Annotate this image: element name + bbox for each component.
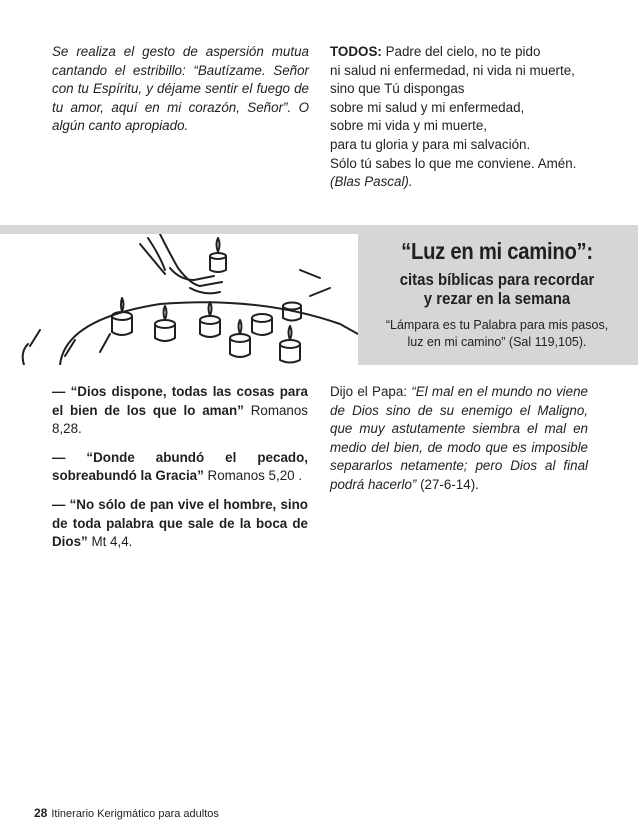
citation-item: [52, 383, 308, 439]
prayer-block: [330, 43, 590, 192]
citation-dash: —: [52, 496, 70, 512]
citation-ref: Romanos 8,28.: [52, 402, 309, 437]
prayer-line: sino que Tú dispongas: [330, 81, 465, 97]
section-quote: [362, 317, 632, 351]
prayer-line: sobre mi vida y mi muerte,: [330, 118, 488, 134]
prayer-source: (Blas Pascal).: [330, 174, 413, 190]
section-subtitle-line: y rezar en la semana: [423, 289, 571, 308]
prayer-line: sobre mi salud y mi enfermedad,: [330, 99, 525, 115]
citation-quote: “Donde abundó el pecado, sobreabundó la Gracia”: [52, 449, 308, 484]
section-quote-line: “Lámpara es tu Palabra para mis pasos,: [385, 318, 609, 332]
section-subtitle: [378, 270, 616, 308]
prayer-label: TODOS:: [330, 44, 382, 59]
citation-quote: “Dios dispone, todas las cosas para el bien de los que lo aman”: [52, 384, 308, 418]
citation-quote: “No sólo de pan vive el hombre, sino de toda palabra que sale de la boca de Dios”: [52, 496, 308, 550]
papa-date: (27-6-14).: [416, 476, 479, 492]
citation-item: [52, 496, 308, 552]
hand-lighting-candles-icon: [0, 234, 358, 365]
papa-quote: “El mal en el mundo no viene de Dios sino de su enemigo el Maligno, que muy astutamente siembra el mal en medio del bien, de modo que es imposible separarlos netamente; pero Dios al final podrá hacerlo”: [330, 384, 588, 492]
section-subtitle-line: citas bíblicas para recordar: [399, 270, 595, 289]
prayer-line: Padre del cielo, no te pido: [381, 44, 541, 59]
prayer-line: Sólo tú sabes lo que me conviene. Amén.: [330, 155, 577, 171]
page-number: 28: [34, 806, 48, 820]
citation-dash: —: [52, 449, 87, 465]
prayer-line: ni salud ni enfermedad, ni vida ni muerte,: [330, 62, 575, 78]
citation-ref: Romanos 5,20 .: [203, 468, 303, 484]
rubric-text: Se realiza el gesto de aspersión mutua cantando el estribillo: “Bautízame. Señor con tu Espíritu, y déjame sentir el fuego de tu amor, aquí en mi corazón, Señor”. O algún canto apropiado.: [52, 44, 309, 134]
citation-dash: —: [52, 384, 71, 399]
section-title: “Luz en mi camino”:: [401, 238, 593, 264]
prayer-line: para tu gloria y para mi salvación.: [330, 136, 531, 152]
citation-item: [52, 449, 308, 486]
citations-list: [52, 383, 308, 562]
candles-illustration: [0, 234, 358, 365]
section-quote-line: luz en mi camino” (Sal 119,105).: [407, 335, 587, 349]
papa-quote-block: [330, 383, 588, 495]
papa-intro: Dijo el Papa:: [330, 384, 412, 399]
prayer-first-line: [330, 43, 590, 62]
page-footer: [34, 806, 219, 820]
book-title: Itinerario Kerigmático para adultos: [51, 808, 219, 820]
citation-ref: Mt 4,4.: [87, 534, 133, 550]
